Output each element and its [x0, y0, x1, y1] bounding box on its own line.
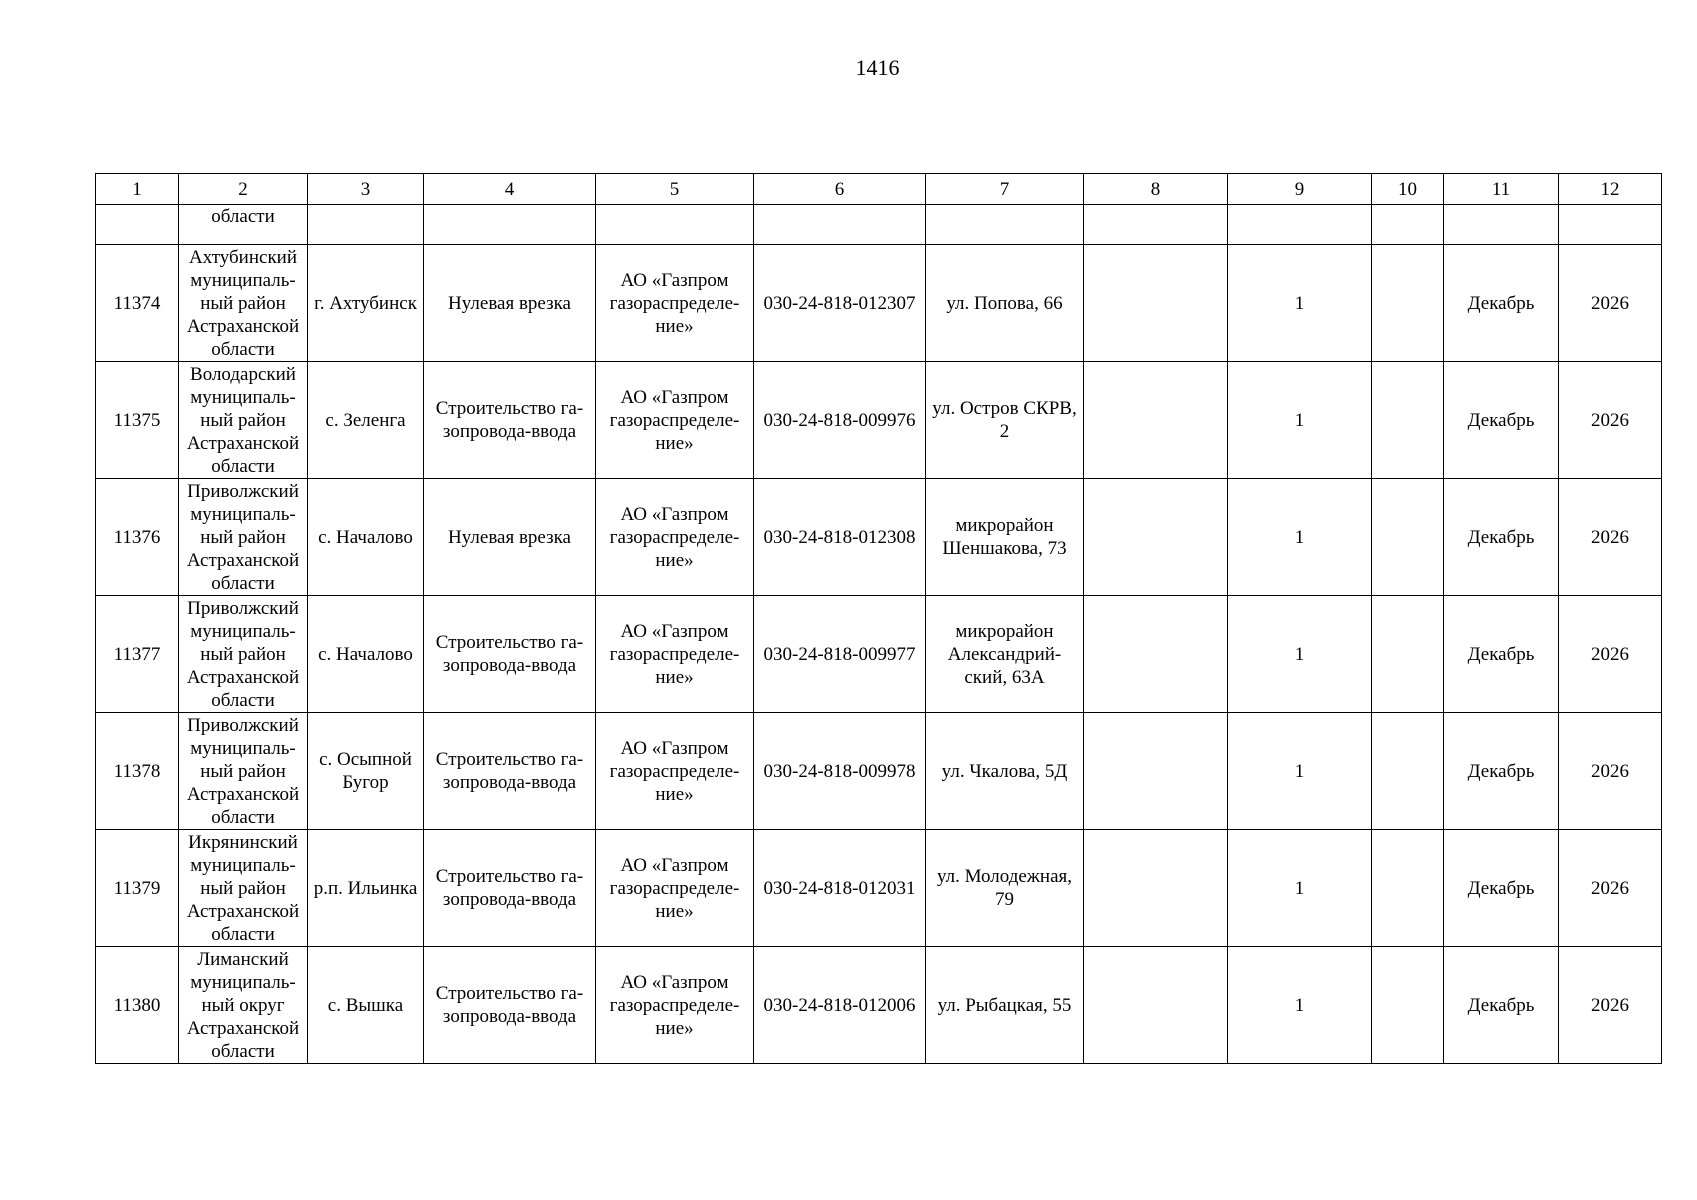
- cell-count: 1: [1228, 245, 1372, 362]
- column-header: 7: [926, 174, 1084, 205]
- cell-district: Володарский муниципаль-ный район Астраханской области: [179, 362, 308, 479]
- cell-district: Приволжский муниципаль-ный район Астраханской области: [179, 713, 308, 830]
- cell-work-type: Строительство га-зопровода-ввода: [424, 362, 596, 479]
- column-header: 9: [1228, 174, 1372, 205]
- cell-year: 2026: [1559, 947, 1662, 1064]
- cell-district: Приволжский муниципаль-ный район Астраханской области: [179, 596, 308, 713]
- cell-code: 030-24-818-009978: [754, 713, 926, 830]
- cell-district: Ахтубинский муниципаль-ный район Астраханской области: [179, 245, 308, 362]
- column-header: 4: [424, 174, 596, 205]
- column-header: 6: [754, 174, 926, 205]
- cell-col10: [1372, 362, 1444, 479]
- cell-work-type: Нулевая врезка: [424, 245, 596, 362]
- cell-address: микрорайон Александрий-ский, 63А: [926, 596, 1084, 713]
- cell-code: 030-24-818-012307: [754, 245, 926, 362]
- cell-col8: [1084, 362, 1228, 479]
- cell-locality: с. Началово: [308, 596, 424, 713]
- cell-col10: [1372, 713, 1444, 830]
- cell-year: 2026: [1559, 362, 1662, 479]
- cell-address: [926, 205, 1084, 245]
- column-header: 12: [1559, 174, 1662, 205]
- table-row: [96, 830, 1662, 947]
- cell-code: 030-24-818-012006: [754, 947, 926, 1064]
- cell-locality: г. Ахтубинск: [308, 245, 424, 362]
- cell-col8: [1084, 596, 1228, 713]
- cell-code: [754, 205, 926, 245]
- cell-locality: р.п. Ильинка: [308, 830, 424, 947]
- column-header: 3: [308, 174, 424, 205]
- cell-col8: [1084, 947, 1228, 1064]
- cell-col10: [1372, 947, 1444, 1064]
- cell-organization: АО «Газпром газораспределе-ние»: [596, 947, 754, 1064]
- cell-id: [96, 205, 179, 245]
- cell-locality: с. Зеленга: [308, 362, 424, 479]
- cell-locality: с. Вышка: [308, 947, 424, 1064]
- cell-address: ул. Чкалова, 5Д: [926, 713, 1084, 830]
- cell-district: Приволжский муниципаль-ный район Астраханской области: [179, 479, 308, 596]
- column-header: 8: [1084, 174, 1228, 205]
- cell-id: 11374: [96, 245, 179, 362]
- cell-work-type: [424, 205, 596, 245]
- table-row: [96, 596, 1662, 713]
- cell-year: 2026: [1559, 713, 1662, 830]
- column-header: 10: [1372, 174, 1444, 205]
- cell-year: [1559, 205, 1662, 245]
- column-header: 5: [596, 174, 754, 205]
- cell-count: 1: [1228, 947, 1372, 1064]
- cell-code: 030-24-818-012308: [754, 479, 926, 596]
- cell-id: 11375: [96, 362, 179, 479]
- cell-month: [1444, 205, 1559, 245]
- cell-locality: [308, 205, 424, 245]
- column-header-row: [96, 174, 1662, 205]
- column-header: 1: [96, 174, 179, 205]
- cell-work-type: Строительство га-зопровода-ввода: [424, 596, 596, 713]
- cell-work-type: Нулевая врезка: [424, 479, 596, 596]
- table-row: [96, 479, 1662, 596]
- cell-col10: [1372, 830, 1444, 947]
- cell-col8: [1084, 479, 1228, 596]
- cell-id: 11376: [96, 479, 179, 596]
- cell-district: Икрянинский муниципаль-ный район Астраханской области: [179, 830, 308, 947]
- cell-address: ул. Рыбацкая, 55: [926, 947, 1084, 1064]
- cell-month: Декабрь: [1444, 713, 1559, 830]
- cell-year: 2026: [1559, 596, 1662, 713]
- cell-work-type: Строительство га-зопровода-ввода: [424, 830, 596, 947]
- cell-address: микрорайон Шеншакова, 73: [926, 479, 1084, 596]
- page-number: 1416: [855, 55, 900, 80]
- cell-id: 11380: [96, 947, 179, 1064]
- cell-organization: АО «Газпром газораспределе-ние»: [596, 479, 754, 596]
- column-header: 11: [1444, 174, 1559, 205]
- cell-col8: [1084, 713, 1228, 830]
- cell-count: 1: [1228, 596, 1372, 713]
- cell-month: Декабрь: [1444, 947, 1559, 1064]
- data-table: [95, 173, 1662, 1064]
- cell-col10: [1372, 245, 1444, 362]
- cell-work-type: Строительство га-зопровода-ввода: [424, 713, 596, 830]
- cell-count: 1: [1228, 362, 1372, 479]
- cell-organization: АО «Газпром газораспределе-ние»: [596, 245, 754, 362]
- cell-id: 11377: [96, 596, 179, 713]
- cell-id: 11379: [96, 830, 179, 947]
- cell-organization: АО «Газпром газораспределе-ние»: [596, 362, 754, 479]
- cell-month: Декабрь: [1444, 479, 1559, 596]
- cell-district: Лиманский муниципаль-ный округ Астраханской области: [179, 947, 308, 1064]
- cell-address: ул. Попова, 66: [926, 245, 1084, 362]
- cell-address: ул. Молодежная, 79: [926, 830, 1084, 947]
- cell-code: 030-24-818-009977: [754, 596, 926, 713]
- column-header: 2: [179, 174, 308, 205]
- cell-month: Декабрь: [1444, 245, 1559, 362]
- cell-code: 030-24-818-012031: [754, 830, 926, 947]
- cell-col10: [1372, 596, 1444, 713]
- cell-address: ул. Остров СКРВ, 2: [926, 362, 1084, 479]
- cell-count: 1: [1228, 713, 1372, 830]
- cell-col10: [1372, 205, 1444, 245]
- cell-month: Декабрь: [1444, 830, 1559, 947]
- cell-district: области: [179, 205, 308, 245]
- cell-col10: [1372, 479, 1444, 596]
- cell-organization: [596, 205, 754, 245]
- cell-year: 2026: [1559, 479, 1662, 596]
- cell-work-type: Строительство га-зопровода-ввода: [424, 947, 596, 1064]
- cell-organization: АО «Газпром газораспределе-ние»: [596, 713, 754, 830]
- table-row: [96, 713, 1662, 830]
- cell-organization: АО «Газпром газораспределе-ние»: [596, 830, 754, 947]
- cell-id: 11378: [96, 713, 179, 830]
- cell-col8: [1084, 830, 1228, 947]
- cell-col8: [1084, 205, 1228, 245]
- cell-month: Декабрь: [1444, 362, 1559, 479]
- table-row: [96, 947, 1662, 1064]
- table-body: [96, 174, 1662, 1064]
- cell-col8: [1084, 245, 1228, 362]
- continuation-row: [96, 205, 1662, 245]
- cell-year: 2026: [1559, 245, 1662, 362]
- cell-count: [1228, 205, 1372, 245]
- table-row: [96, 362, 1662, 479]
- table-row: [96, 245, 1662, 362]
- cell-year: 2026: [1559, 830, 1662, 947]
- cell-code: 030-24-818-009976: [754, 362, 926, 479]
- cell-locality: с. Началово: [308, 479, 424, 596]
- cell-organization: АО «Газпром газораспределе-ние»: [596, 596, 754, 713]
- cell-count: 1: [1228, 479, 1372, 596]
- cell-locality: с. Осыпной Бугор: [308, 713, 424, 830]
- cell-month: Декабрь: [1444, 596, 1559, 713]
- cell-count: 1: [1228, 830, 1372, 947]
